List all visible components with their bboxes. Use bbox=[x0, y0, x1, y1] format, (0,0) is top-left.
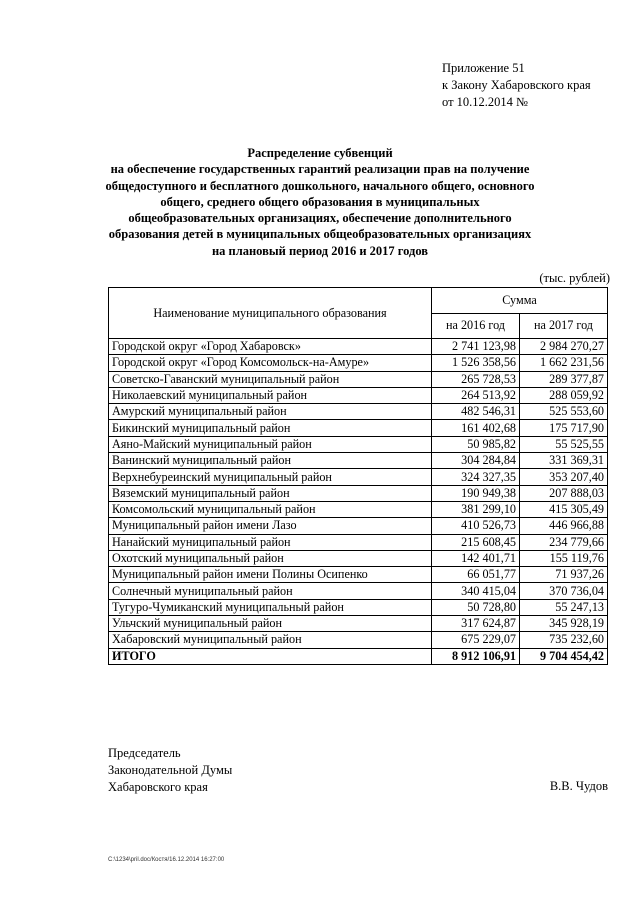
table-row bbox=[109, 550, 608, 566]
table-row bbox=[109, 567, 608, 583]
table-row bbox=[109, 469, 608, 485]
row-2017: 288 059,92 bbox=[520, 387, 608, 403]
title-line: общего, среднего общего образования в муниципальных bbox=[160, 194, 480, 209]
row-2017: 175 717,90 bbox=[520, 420, 608, 436]
row-2016: 317 624,87 bbox=[432, 616, 520, 632]
signature-title-line2: Законодательной Думы bbox=[108, 763, 233, 777]
row-2017: 370 736,04 bbox=[520, 583, 608, 599]
row-2017: 415 305,49 bbox=[520, 501, 608, 517]
row-2016: 50 985,82 bbox=[432, 436, 520, 452]
row-2017: 1 662 231,56 bbox=[520, 355, 608, 371]
signature-title-line3: Хабаровского края bbox=[108, 780, 208, 794]
table-row bbox=[109, 420, 608, 436]
title-line: на обеспечение государственных гарантий реализации прав на получение bbox=[110, 162, 530, 177]
appendix-law: к Закону Хабаровского края bbox=[442, 78, 591, 92]
table-row bbox=[109, 436, 608, 452]
row-2016: 675 229,07 bbox=[432, 632, 520, 648]
row-name: Советско-Гаванский муниципальный район bbox=[109, 371, 432, 387]
appendix-number: Приложение 51 bbox=[442, 61, 525, 75]
document-title bbox=[100, 145, 540, 259]
row-2016: 381 299,10 bbox=[432, 501, 520, 517]
row-name: Аяно-Майский муниципальный район bbox=[109, 436, 432, 452]
column-header-2016: на 2016 год bbox=[432, 313, 520, 339]
row-name: Муниципальный район имени Полины Осипенко bbox=[109, 567, 432, 583]
table-row bbox=[109, 355, 608, 371]
row-2016: 324 327,35 bbox=[432, 469, 520, 485]
row-name: Амурский муниципальный район bbox=[109, 404, 432, 420]
units-label: (тыс. рублей) bbox=[539, 271, 610, 285]
row-2017: 155 119,76 bbox=[520, 550, 608, 566]
row-2017: 353 207,40 bbox=[520, 469, 608, 485]
signature-block bbox=[108, 745, 232, 796]
row-name: Нанайский муниципальный район bbox=[109, 534, 432, 550]
title-line: общеобразовательных организациях, обеспечение дополнительного bbox=[128, 211, 512, 226]
appendix-date: от 10.12.2014 № bbox=[442, 95, 528, 109]
table-row bbox=[109, 485, 608, 501]
row-2017: 331 369,31 bbox=[520, 453, 608, 469]
table-row bbox=[109, 404, 608, 420]
row-2017: 2 984 270,27 bbox=[520, 339, 608, 355]
row-2017: 207 888,03 bbox=[520, 485, 608, 501]
row-2016: 2 741 123,98 bbox=[432, 339, 520, 355]
row-name: Муниципальный район имени Лазо bbox=[109, 518, 432, 534]
row-name: Верхнебуреинский муниципальный район bbox=[109, 469, 432, 485]
title-line: на плановый период 2016 и 2017 годов bbox=[211, 243, 429, 258]
row-name: Солнечный муниципальный район bbox=[109, 583, 432, 599]
row-2017: 345 928,19 bbox=[520, 616, 608, 632]
table-row bbox=[109, 371, 608, 387]
signature-title-line1: Председатель bbox=[108, 746, 181, 760]
table-row bbox=[109, 518, 608, 534]
row-2017: 55 525,55 bbox=[520, 436, 608, 452]
row-2017: 234 779,66 bbox=[520, 534, 608, 550]
column-header-name: Наименование муниципального образования bbox=[109, 288, 432, 339]
table-row bbox=[109, 387, 608, 403]
row-2016: 161 402,68 bbox=[432, 420, 520, 436]
title-line: общедоступного и бесплатного дошкольного, начального общего, основного bbox=[105, 178, 535, 193]
table-row bbox=[109, 632, 608, 648]
file-path-footer: C:\1234\pril.doc/Костя/16.12.2014 16:27:00 bbox=[108, 857, 225, 863]
table-row bbox=[109, 534, 608, 550]
row-2017: 525 553,60 bbox=[520, 404, 608, 420]
row-name: Николаевский муниципальный район bbox=[109, 387, 432, 403]
total-2017: 9 704 454,42 bbox=[520, 648, 608, 664]
row-2016: 215 608,45 bbox=[432, 534, 520, 550]
row-2016: 142 401,71 bbox=[432, 550, 520, 566]
row-2016: 264 513,92 bbox=[432, 387, 520, 403]
row-2017: 71 937,26 bbox=[520, 567, 608, 583]
table-row bbox=[109, 339, 608, 355]
row-2017: 289 377,87 bbox=[520, 371, 608, 387]
row-2016: 340 415,04 bbox=[432, 583, 520, 599]
total-row bbox=[109, 648, 608, 664]
row-name: Городской округ «Город Хабаровск» bbox=[109, 339, 432, 355]
column-header-sum: Сумма bbox=[432, 288, 608, 314]
table-row bbox=[109, 453, 608, 469]
row-2017: 446 966,88 bbox=[520, 518, 608, 534]
row-name: Городской округ «Город Комсомольск-на-Амуре» bbox=[109, 355, 432, 371]
row-2017: 55 247,13 bbox=[520, 599, 608, 615]
appendix-block bbox=[442, 60, 591, 111]
row-name: Ульчский муниципальный район bbox=[109, 616, 432, 632]
row-2016: 304 284,84 bbox=[432, 453, 520, 469]
row-name: Бикинский муниципальный район bbox=[109, 420, 432, 436]
table-row bbox=[109, 616, 608, 632]
title-line: Распределение субвенций bbox=[247, 146, 393, 160]
signer-name: В.В. Чудов bbox=[549, 779, 608, 793]
table-row bbox=[109, 501, 608, 517]
table-row bbox=[109, 599, 608, 615]
row-name: Вяземский муниципальный район bbox=[109, 485, 432, 501]
row-name: Ванинский муниципальный район bbox=[109, 453, 432, 469]
row-2016: 1 526 358,56 bbox=[432, 355, 520, 371]
row-name: Тугуро-Чумиканский муниципальный район bbox=[109, 599, 432, 615]
title-line: образования детей в муниципальных общеобразовательных организациях bbox=[108, 227, 532, 242]
row-2016: 410 526,73 bbox=[432, 518, 520, 534]
row-2016: 66 051,77 bbox=[432, 567, 520, 583]
row-2017: 735 232,60 bbox=[520, 632, 608, 648]
row-name: Комсомольский муниципальный район bbox=[109, 501, 432, 517]
row-2016: 265 728,53 bbox=[432, 371, 520, 387]
table-row bbox=[109, 583, 608, 599]
subsidy-table bbox=[108, 287, 608, 665]
total-label: ИТОГО bbox=[109, 648, 432, 664]
row-2016: 482 546,31 bbox=[432, 404, 520, 420]
row-name: Хабаровский муниципальный район bbox=[109, 632, 432, 648]
column-header-2017: на 2017 год bbox=[520, 313, 608, 339]
row-2016: 190 949,38 bbox=[432, 485, 520, 501]
row-2016: 50 728,80 bbox=[432, 599, 520, 615]
row-name: Охотский муниципальный район bbox=[109, 550, 432, 566]
total-2016: 8 912 106,91 bbox=[432, 648, 520, 664]
